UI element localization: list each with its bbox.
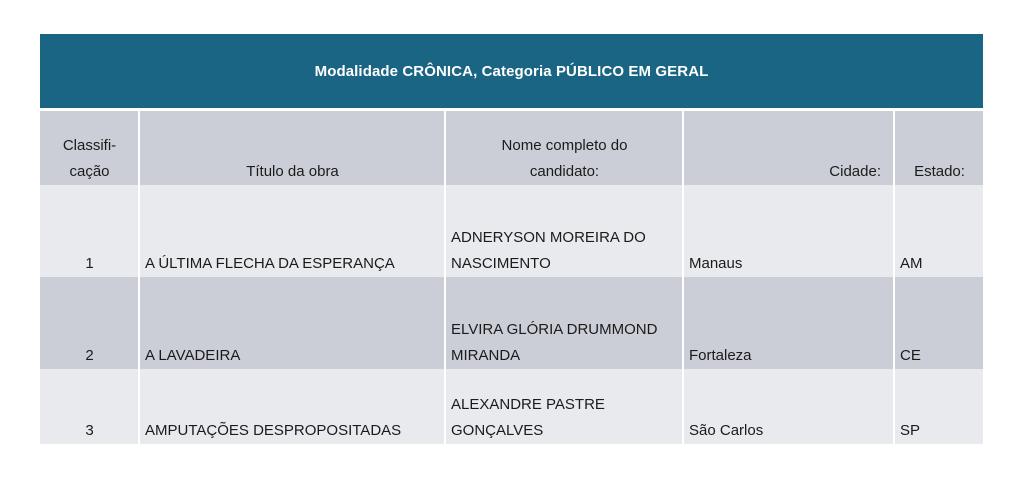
cell-titulo: A ÚLTIMA FLECHA DA ESPERANÇA: [139, 185, 445, 277]
header-cidade: Cidade:: [683, 111, 894, 185]
cell-nome: [445, 185, 683, 277]
cell-nome: [445, 369, 683, 444]
header-titulo: Título da obra: [139, 111, 445, 185]
header-classificacao-line1: Classifi-: [62, 137, 117, 154]
cell-classificacao: 1: [40, 185, 139, 277]
results-table: [40, 111, 983, 444]
cell-estado: SP: [894, 369, 983, 444]
header-nome: [445, 111, 683, 185]
cell-cidade: São Carlos: [683, 369, 894, 444]
header-estado: Estado:: [894, 111, 983, 185]
cell-cidade: Manaus: [683, 185, 894, 277]
cell-titulo: A LAVADEIRA: [139, 277, 445, 369]
header-nome-line1: Nome completo do: [501, 137, 628, 154]
cell-nome-line1: ELVIRA GLÓRIA DRUMMOND: [451, 321, 658, 338]
header-classificacao: [40, 111, 139, 185]
table-title: Modalidade CRÔNICA, Categoria PÚBLICO EM GERAL: [40, 34, 983, 111]
table-row: [40, 185, 983, 277]
cell-titulo: AMPUTAÇÕES DESPROPOSITADAS: [139, 369, 445, 444]
cell-nome-line2: MIRANDA: [451, 347, 521, 364]
cell-estado: AM: [894, 185, 983, 277]
cell-nome-line2: GONÇALVES: [451, 422, 544, 439]
results-table-container: [40, 34, 983, 444]
cell-classificacao: 2: [40, 277, 139, 369]
table-header-row: [40, 111, 983, 185]
cell-nome-line1: ALEXANDRE PASTRE: [451, 396, 605, 413]
header-nome-line2: candidato:: [529, 163, 600, 180]
table-row: [40, 369, 983, 444]
cell-nome-line1: ADNERYSON MOREIRA DO: [451, 229, 646, 246]
cell-cidade: Fortaleza: [683, 277, 894, 369]
cell-estado: CE: [894, 277, 983, 369]
cell-nome-line2: NASCIMENTO: [451, 255, 551, 272]
cell-classificacao: 3: [40, 369, 139, 444]
header-classificacao-line2: cação: [69, 163, 110, 180]
table-row: [40, 277, 983, 369]
cell-nome: [445, 277, 683, 369]
